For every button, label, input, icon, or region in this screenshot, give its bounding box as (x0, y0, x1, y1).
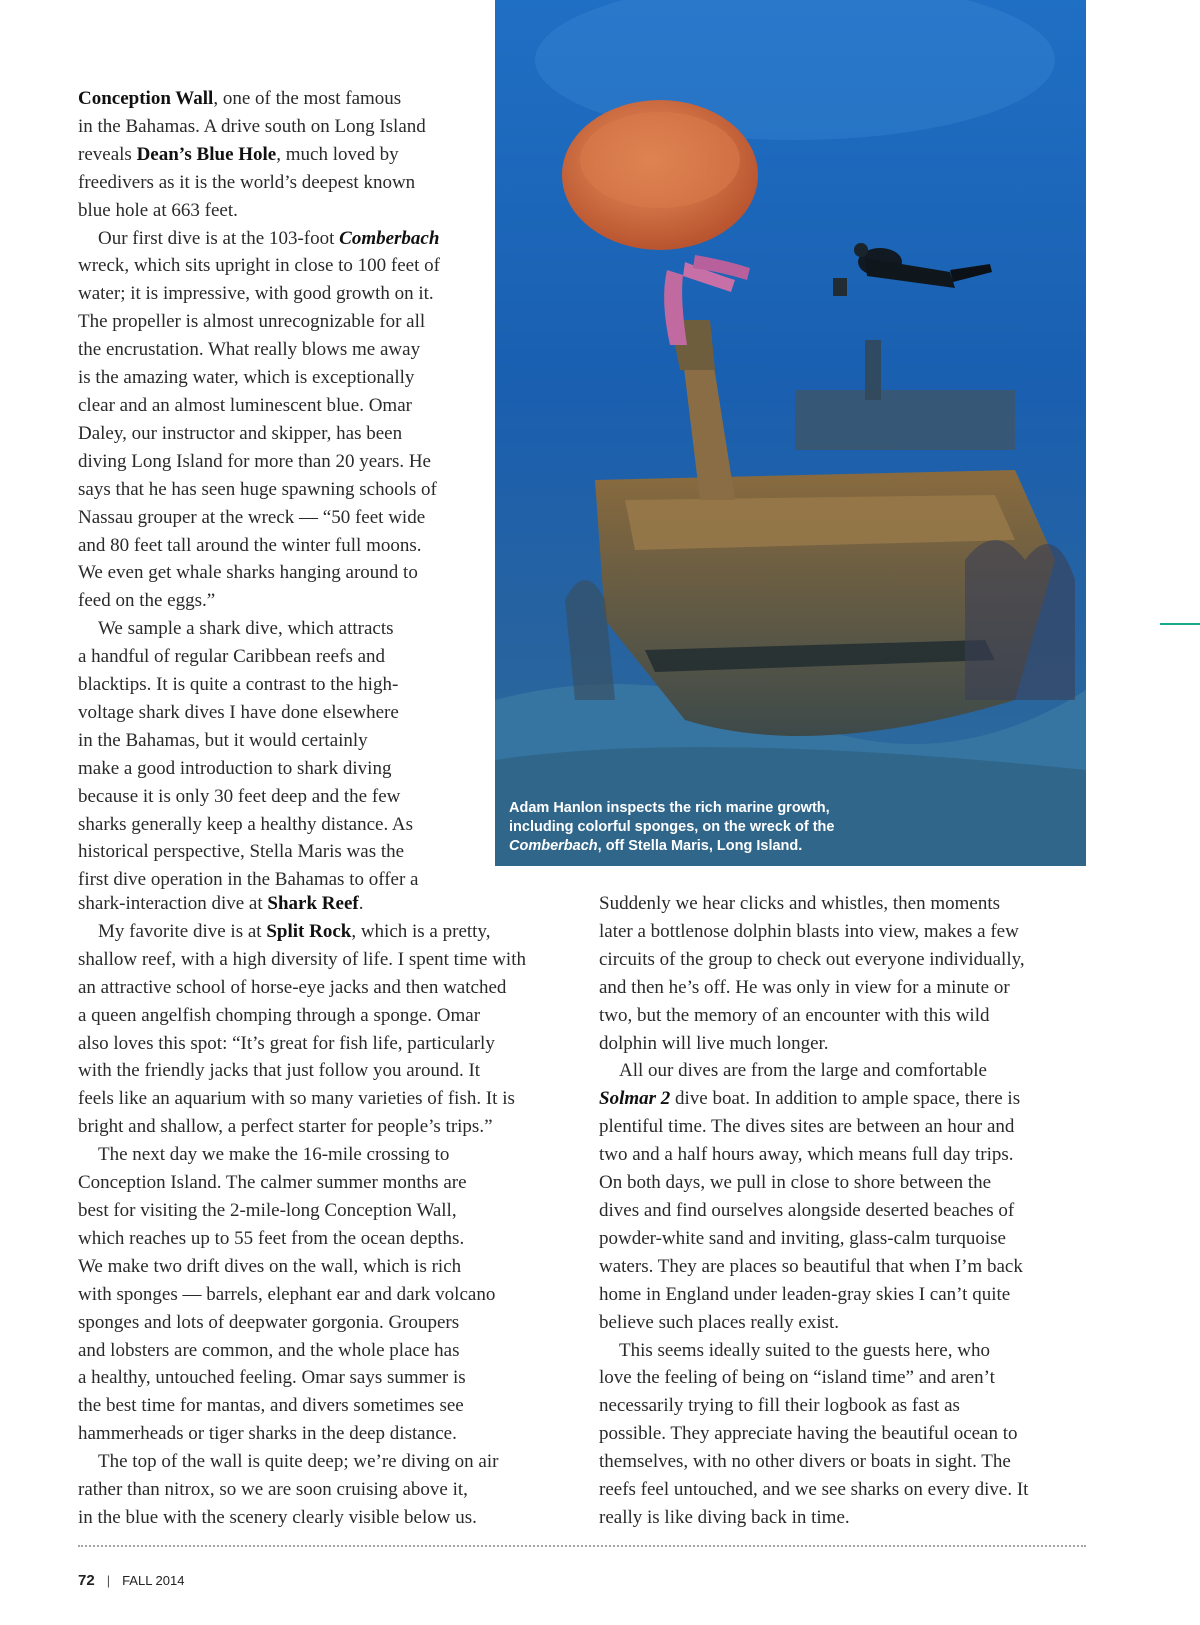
text-line (599, 1057, 1099, 1085)
right-column-text (599, 890, 1099, 1532)
text-run: We sample a shark dive, which attracts (98, 618, 394, 640)
text-run: first dive operation in the Bahamas to offer a (78, 869, 419, 891)
text-run: in the Bahamas. A drive south on Long Island (78, 115, 426, 137)
text-run: two, but the memory of an encounter with this wild (599, 1004, 990, 1026)
text-line (599, 1197, 1099, 1225)
text-run: , which is a pretty, (351, 920, 491, 942)
text-run: a healthy, untouched feeling. Omar says summer is (78, 1367, 466, 1389)
text-line (599, 1281, 1099, 1309)
text-run: The propeller is almost unrecognizable for all (78, 311, 426, 333)
text-line (78, 364, 488, 392)
left-column-bottom-text (78, 890, 578, 1532)
text-line (78, 1113, 578, 1141)
text-run: make a good introduction to shark diving (78, 757, 392, 779)
text-run: in the Bahamas, but it would certainly (78, 729, 368, 751)
text-run: the encrustation. What really blows me away (78, 339, 421, 361)
text-run: themselves, with no other divers or boats in sight. The (599, 1451, 1011, 1473)
text-line (78, 532, 488, 560)
text-run: reefs feel untouched, and we see sharks on every dive. It (599, 1479, 1029, 1501)
text-line (78, 1504, 578, 1532)
text-line (78, 85, 488, 113)
text-run: possible. They appreciate having the beautiful ocean to (599, 1423, 1018, 1445)
text-run: waters. They are places so beautiful that when I’m back (599, 1255, 1023, 1277)
text-line (78, 1002, 578, 1030)
text-run: with the friendly jacks that just follow you around. It (78, 1060, 481, 1082)
text-run: My favorite dive is at (98, 920, 267, 942)
text-run: a handful of regular Caribbean reefs and (78, 646, 386, 668)
text-line (78, 1085, 578, 1113)
text-run: says that he has seen huge spawning schools of (78, 478, 437, 500)
text-run: an attractive school of horse-eye jacks and then watched (78, 976, 507, 998)
text-run: is the amazing water, which is exceptionally (78, 367, 415, 389)
text-run: with sponges — barrels, elephant ear and dark volcano (78, 1283, 496, 1305)
emphasis-text: Conception Wall (78, 88, 214, 109)
emphasis-text: Comberbach (339, 227, 440, 249)
text-run: blue hole at 663 feet. (78, 199, 238, 221)
text-line (78, 1225, 578, 1253)
caption-wreck-name: Comberbach (509, 838, 598, 854)
text-line (599, 1337, 1099, 1365)
text-run: the best time for mantas, and divers sometimes see (78, 1395, 464, 1417)
text-line (599, 946, 1099, 974)
text-line (78, 141, 488, 169)
text-run: dolphin will live much longer. (599, 1032, 829, 1054)
text-run: feed on the eggs.” (78, 590, 216, 612)
text-run: home in England under leaden-gray skies I can’t quite (599, 1283, 1011, 1305)
text-run: later a bottlenose dolphin blasts into view, makes a few (599, 920, 1019, 942)
text-line (599, 890, 1099, 918)
text-run: dives and find ourselves alongside deserted beaches of (599, 1199, 1015, 1221)
text-run: historical perspective, Stella Maris was the (78, 841, 405, 863)
caption-line-3 (509, 837, 909, 856)
text-line (78, 587, 488, 615)
text-run: best for visiting the 2-mile-long Conception Wall, (78, 1199, 457, 1221)
text-run: rather than nitrox, so we are soon cruising above it, (78, 1479, 468, 1501)
text-line (78, 974, 578, 1002)
caption-line-1: Adam Hanlon inspects the rich marine growth, (509, 800, 830, 816)
text-run: a queen angelfish chomping through a sponge. Omar (78, 1004, 481, 1026)
caption-location: , off Stella Maris, Long Island. (597, 838, 803, 854)
text-line (78, 420, 488, 448)
text-line (78, 1030, 578, 1058)
caption-line-2: including colorful sponges, on the wreck of the (509, 819, 835, 835)
text-line (599, 1476, 1099, 1504)
text-line (78, 476, 488, 504)
text-run: Nassau grouper at the wreck — “50 feet wide (78, 506, 426, 528)
text-line (599, 918, 1099, 946)
text-run: because it is only 30 feet deep and the few (78, 785, 401, 807)
text-line (78, 811, 488, 839)
footer-dotted-rule (78, 1545, 1086, 1547)
text-run: Conception Island. The calmer summer months are (78, 1172, 467, 1194)
text-run: clear and an almost luminescent blue. Omar (78, 394, 412, 416)
text-line (599, 1420, 1099, 1448)
text-run: Suddenly we hear clicks and whistles, then moments (599, 893, 1001, 914)
text-line (78, 1309, 578, 1337)
text-line (599, 1141, 1099, 1169)
text-run: We even get whale sharks hanging around to (78, 562, 418, 584)
text-run: blacktips. It is quite a contrast to the high- (78, 674, 399, 696)
text-line (78, 643, 488, 671)
left-column-top-text (78, 85, 488, 894)
text-line (78, 280, 488, 308)
text-line (78, 755, 488, 783)
text-run: Our first dive is at the 103-foot (98, 227, 340, 249)
text-line (78, 1337, 578, 1365)
text-run: believe such places really exist. (599, 1311, 840, 1333)
edge-accent-line (1160, 623, 1200, 625)
text-run: All our dives are from the large and comfortable (619, 1060, 987, 1082)
text-run: hammerheads or tiger sharks in the deep distance. (78, 1423, 457, 1445)
text-run: which reaches up to 55 feet from the ocean depths. (78, 1227, 465, 1249)
text-run: in the blue with the scenery clearly visible below us. (78, 1506, 477, 1528)
text-run: water; it is impressive, with good growth on it. (78, 283, 434, 305)
text-line (78, 699, 488, 727)
text-run: plentiful time. The dives sites are between an hour and (599, 1116, 1015, 1138)
text-run: , one of the most famous (213, 88, 402, 109)
text-line (78, 308, 488, 336)
text-run: really is like diving back in time. (599, 1506, 850, 1528)
text-line (78, 113, 488, 141)
text-run: On both days, we pull in close to shore between the (599, 1172, 992, 1194)
text-line (78, 336, 488, 364)
text-run: voltage shark dives I have done elsewhere (78, 701, 399, 723)
shipwreck-photo-illustration (495, 0, 1086, 866)
text-run: sharks generally keep a healthy distance. As (78, 813, 414, 835)
text-line (78, 1169, 578, 1197)
text-run: The top of the wall is quite deep; we’re diving on air (98, 1451, 499, 1473)
text-run: , much loved by (276, 143, 399, 165)
emphasis-text: Shark Reef (267, 893, 359, 914)
text-run: feels like an aquarium with so many varieties of fish. It is (78, 1088, 515, 1110)
text-line (599, 1504, 1099, 1532)
footer-separator: | (106, 1573, 111, 1588)
text-run: sponges and lots of deepwater gorgonia. Groupers (78, 1311, 460, 1333)
text-line (599, 1225, 1099, 1253)
text-line (78, 838, 488, 866)
text-line (78, 615, 488, 643)
text-line (599, 1392, 1099, 1420)
text-line (78, 1281, 578, 1309)
text-line (78, 1141, 578, 1169)
text-line (78, 890, 578, 918)
text-run: and 80 feet tall around the winter full moons. (78, 534, 422, 556)
text-line (78, 252, 488, 280)
page-number: 72 (78, 1572, 95, 1589)
text-run: . (358, 893, 364, 914)
text-run: Daley, our instructor and skipper, has been (78, 422, 403, 444)
text-line (78, 1057, 578, 1085)
text-run: circuits of the group to check out everyone individually, (599, 948, 1025, 970)
text-run: shark-interaction dive at (78, 893, 268, 914)
text-run: freedivers as it is the world’s deepest known (78, 171, 416, 193)
text-run: and then he’s off. He was only in view for a minute or (599, 976, 1010, 998)
text-line (78, 197, 488, 225)
text-run: diving Long Island for more than 20 years. He (78, 450, 431, 472)
text-line (599, 1253, 1099, 1281)
text-line (78, 1392, 578, 1420)
page-footer (78, 1572, 184, 1589)
text-run: love the feeling of being on “island time” and aren’t (599, 1367, 995, 1389)
photo-caption (509, 799, 909, 856)
text-line (78, 1448, 578, 1476)
text-line (78, 559, 488, 587)
text-line (599, 1309, 1099, 1337)
text-line (599, 1030, 1099, 1058)
text-line (78, 783, 488, 811)
issue-label: FALL 2014 (122, 1573, 185, 1588)
text-line (78, 1253, 578, 1281)
text-run: This seems ideally suited to the guests here, who (619, 1339, 990, 1361)
text-line (78, 671, 488, 699)
emphasis-text: Split Rock (266, 920, 352, 942)
text-run: wreck, which sits upright in close to 100 feet of (78, 255, 440, 277)
text-run: The next day we make the 16-mile crossing to (98, 1144, 450, 1166)
text-line (599, 1002, 1099, 1030)
text-line (78, 504, 488, 532)
text-run: necessarily trying to fill their logbook as fast as (599, 1395, 960, 1417)
emphasis-text: Solmar 2 (599, 1088, 671, 1110)
text-line (78, 169, 488, 197)
article-photo (495, 0, 1086, 866)
text-line (599, 1364, 1099, 1392)
emphasis-text: Dean’s Blue Hole (136, 143, 277, 165)
text-line (78, 918, 578, 946)
text-line (78, 1364, 578, 1392)
text-run: and lobsters are common, and the whole place has (78, 1339, 460, 1361)
text-line (599, 1169, 1099, 1197)
text-run: reveals (78, 143, 137, 165)
text-run: bright and shallow, a perfect starter for people’s trips.” (78, 1116, 493, 1138)
text-line (78, 1420, 578, 1448)
text-run: also loves this spot: “It’s great for fish life, particularly (78, 1032, 495, 1054)
text-run: shallow reef, with a high diversity of life. I spent time with (78, 948, 526, 970)
text-line (78, 392, 488, 420)
text-line (78, 1197, 578, 1225)
text-line (599, 1448, 1099, 1476)
text-line (599, 1085, 1099, 1113)
text-line (599, 1113, 1099, 1141)
text-line (78, 727, 488, 755)
text-run: We make two drift dives on the wall, which is rich (78, 1255, 462, 1277)
text-line (599, 974, 1099, 1002)
text-line (78, 946, 578, 974)
text-run: two and a half hours away, which means full day trips. (599, 1144, 1014, 1166)
text-line (78, 225, 488, 253)
text-line (78, 448, 488, 476)
text-line (78, 1476, 578, 1504)
text-run: dive boat. In addition to ample space, there is (670, 1088, 1021, 1110)
text-run: powder-white sand and inviting, glass-calm turquoise (599, 1227, 1006, 1249)
